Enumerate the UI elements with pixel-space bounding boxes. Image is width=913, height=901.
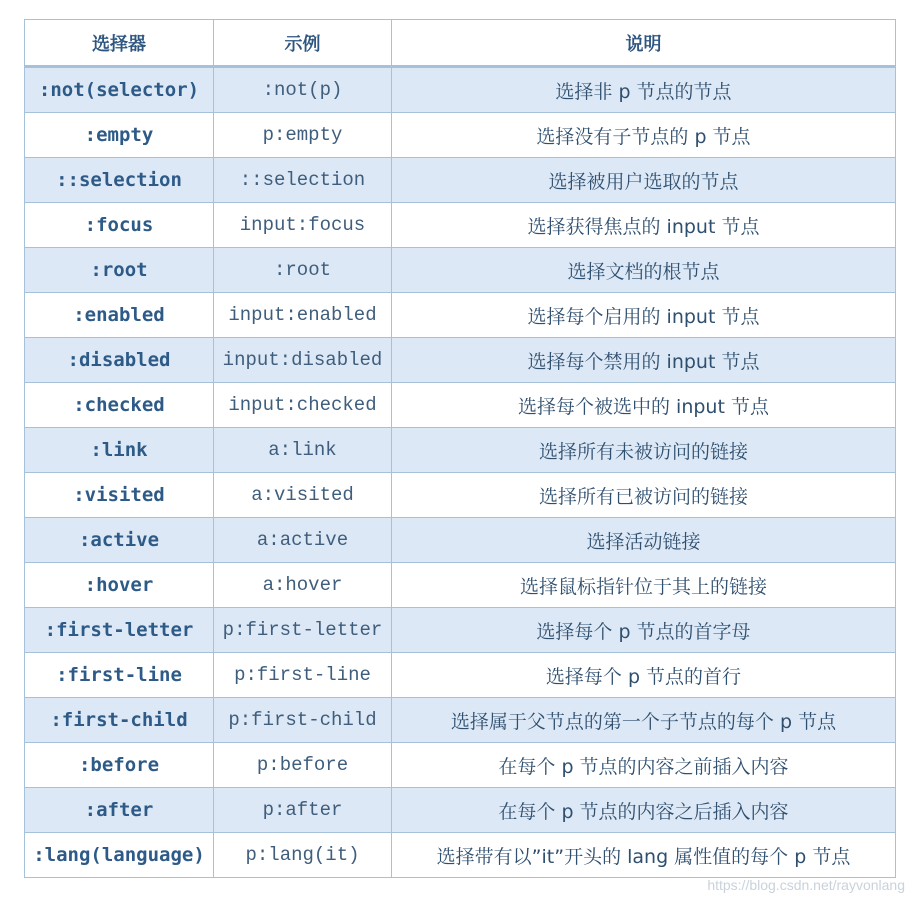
selector-cell: :checked — [25, 383, 214, 428]
example-cell: a:active — [214, 518, 392, 563]
example-cell: a:link — [214, 428, 392, 473]
example-cell: p:first-line — [214, 653, 392, 698]
selector-cell: :first-child — [25, 698, 214, 743]
table-row — [25, 653, 896, 698]
selector-cell: :empty — [25, 113, 214, 158]
table-row — [25, 518, 896, 563]
selector-cell: :visited — [25, 473, 214, 518]
example-cell: p:after — [214, 788, 392, 833]
selector-cell: :active — [25, 518, 214, 563]
example-cell: ::selection — [214, 158, 392, 203]
header-description: 说明 — [392, 20, 896, 67]
description-cell: 选择每个禁用的 input 节点 — [392, 338, 896, 383]
example-cell: p:empty — [214, 113, 392, 158]
description-cell: 选择所有未被访问的链接 — [392, 428, 896, 473]
selector-cell: :first-letter — [25, 608, 214, 653]
example-cell: :not(p) — [214, 67, 392, 113]
example-cell: input:enabled — [214, 293, 392, 338]
selector-cell: :after — [25, 788, 214, 833]
table-row — [25, 833, 896, 878]
table-row — [25, 293, 896, 338]
table-row — [25, 248, 896, 293]
selector-cell: :hover — [25, 563, 214, 608]
table-row — [25, 67, 896, 113]
selector-cell: :first-line — [25, 653, 214, 698]
css-pseudo-selector-table — [24, 19, 896, 878]
description-cell: 选择带有以”it”开头的 lang 属性值的每个 p 节点 — [392, 833, 896, 878]
selector-cell: :before — [25, 743, 214, 788]
description-cell: 选择每个启用的 input 节点 — [392, 293, 896, 338]
example-cell: :root — [214, 248, 392, 293]
description-cell: 在每个 p 节点的内容之后插入内容 — [392, 788, 896, 833]
table-row — [25, 338, 896, 383]
example-cell: input:focus — [214, 203, 392, 248]
table-row — [25, 158, 896, 203]
example-cell: p:first-letter — [214, 608, 392, 653]
description-cell: 选择非 p 节点的节点 — [392, 67, 896, 113]
description-cell: 选择鼠标指针位于其上的链接 — [392, 563, 896, 608]
description-cell: 在每个 p 节点的内容之前插入内容 — [392, 743, 896, 788]
selector-cell: :not(selector) — [25, 67, 214, 113]
example-cell: input:checked — [214, 383, 392, 428]
table-row — [25, 788, 896, 833]
table-row — [25, 563, 896, 608]
table-row — [25, 608, 896, 653]
description-cell: 选择属于父节点的第一个子节点的每个 p 节点 — [392, 698, 896, 743]
table-row — [25, 473, 896, 518]
description-cell: 选择每个 p 节点的首行 — [392, 653, 896, 698]
table-row — [25, 428, 896, 473]
description-cell: 选择所有已被访问的链接 — [392, 473, 896, 518]
header-selector: 选择器 — [25, 20, 214, 67]
description-cell: 选择获得焦点的 input 节点 — [392, 203, 896, 248]
example-cell: p:first-child — [214, 698, 392, 743]
table-row — [25, 698, 896, 743]
selector-cell: :link — [25, 428, 214, 473]
table-header-row — [25, 20, 896, 67]
selector-cell: :root — [25, 248, 214, 293]
description-cell: 选择每个 p 节点的首字母 — [392, 608, 896, 653]
watermark: https://blog.csdn.net/rayvonlang — [707, 877, 905, 893]
example-cell: p:lang(it) — [214, 833, 392, 878]
selector-cell: ::selection — [25, 158, 214, 203]
example-cell: p:before — [214, 743, 392, 788]
table-row — [25, 113, 896, 158]
selector-cell: :disabled — [25, 338, 214, 383]
header-example: 示例 — [214, 20, 392, 67]
table-row — [25, 203, 896, 248]
description-cell: 选择文档的根节点 — [392, 248, 896, 293]
selector-cell: :enabled — [25, 293, 214, 338]
example-cell: a:hover — [214, 563, 392, 608]
description-cell: 选择每个被选中的 input 节点 — [392, 383, 896, 428]
description-cell: 选择活动链接 — [392, 518, 896, 563]
description-cell: 选择没有子节点的 p 节点 — [392, 113, 896, 158]
table-row — [25, 383, 896, 428]
table-row — [25, 743, 896, 788]
selector-cell: :lang(language) — [25, 833, 214, 878]
example-cell: a:visited — [214, 473, 392, 518]
selector-cell: :focus — [25, 203, 214, 248]
description-cell: 选择被用户选取的节点 — [392, 158, 896, 203]
example-cell: input:disabled — [214, 338, 392, 383]
